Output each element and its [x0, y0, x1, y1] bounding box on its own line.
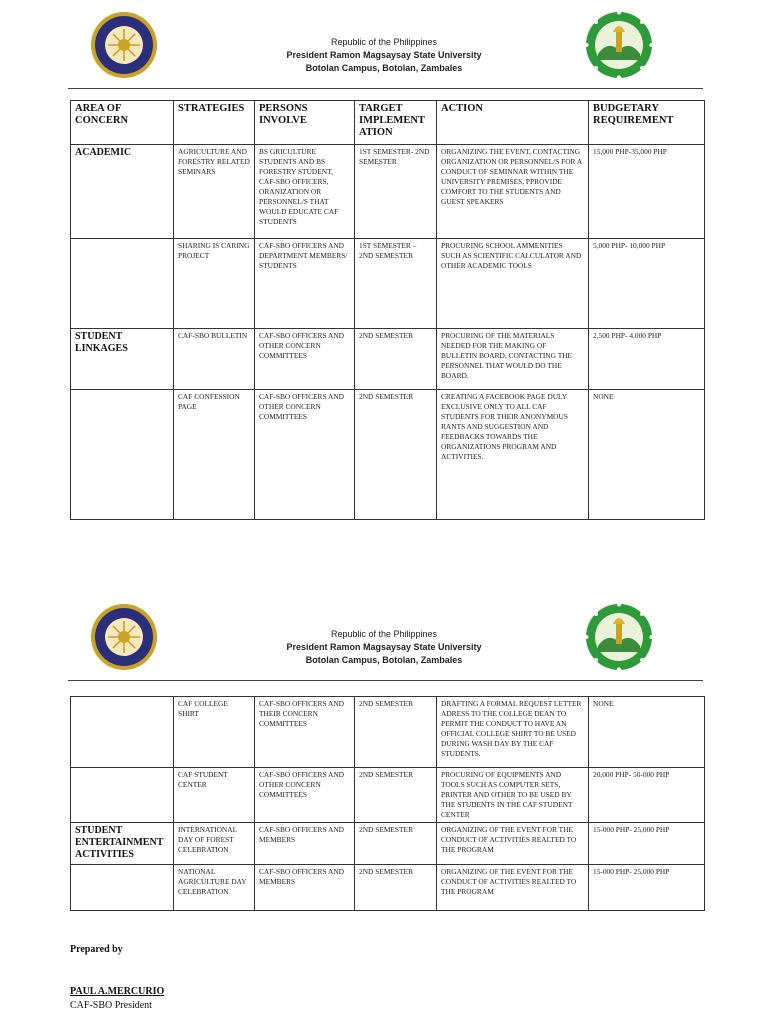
- table-row: [71, 390, 705, 520]
- strategy-cell: NATIONAL AGRICULTURE DAY CELEBRATION: [174, 865, 255, 911]
- table-row: [71, 145, 705, 239]
- strategy-cell: INTERNATIONAL DAY OF FOREST CELEBRATION: [174, 823, 255, 865]
- signatory-name: PAUL A.MERCURIO: [70, 986, 165, 997]
- target-cell: 2ND SEMESTER: [355, 697, 437, 768]
- persons-cell: CAF-SBO OFFICERS AND MEMBERS: [255, 823, 355, 865]
- university-seal-icon: [89, 10, 159, 80]
- area-cell: [71, 768, 174, 823]
- prepared-by-label: Prepared by: [70, 944, 123, 955]
- budget-cell: 15-000 PHP- 25,000 PHP: [589, 865, 705, 911]
- header-budgetary-requirement: BUDGETARY REQUIREMENT: [589, 101, 705, 145]
- college-seal-icon: [584, 602, 654, 672]
- action-cell: ORGANIZING THE EVENT, CONTACTING ORGANIZATION OR PERSONNEL/S FOR A CONDUCT OF SEMINNAR WITHIN THE UNIVERSITY PREMISES, PPROVIDE COMFORT TO THE STUDENTS AND GUEST SPEAKERS: [437, 145, 589, 239]
- strategy-cell: AGRICULTURE AND FORESTRY RELATED SEMINARS: [174, 145, 255, 239]
- area-cell: [71, 239, 174, 329]
- table-row: [71, 768, 705, 823]
- action-plan-table-page2: [70, 696, 705, 911]
- header-persons-involve: PERSONS INVOLVE: [255, 101, 355, 145]
- action-cell: ORGANIZING OF THE EVENT FOR THE CONDUCT OF ACTIVITIES REALTED TO THE PROGRAM: [437, 823, 589, 865]
- action-cell: DRAFTING A FORMAL REQUEST LETTER ADRESS TO THE COLLEGE DEAN TO PERMIT THE CONDUCT TO HAVE AN OFFICIAL COLLEGE SHIRT TO BE USED DURING WASH DAY BY THE CAF STUDENTS.: [437, 697, 589, 768]
- budget-cell: NONE: [589, 697, 705, 768]
- budget-cell: NONE: [589, 390, 705, 520]
- header-area-of-concern: AREA OF CONCERN: [71, 101, 174, 145]
- target-cell: 1ST SEMESTER – 2ND SEMESTER: [355, 239, 437, 329]
- college-seal-icon: [584, 10, 654, 80]
- budget-cell: 15-000 PHP- 25,000 PHP: [589, 823, 705, 865]
- budget-cell: 5,000 PHP- 10,000 PHP: [589, 239, 705, 329]
- table-row: [71, 697, 705, 768]
- area-cell: STUDENT ENTERTAINMENT ACTIVITIES: [71, 823, 174, 865]
- strategy-cell: CAF-SBO BULLETIN: [174, 329, 255, 390]
- table-row: [71, 865, 705, 911]
- table-header-row: [71, 101, 705, 145]
- target-cell: 2ND SEMESTER: [355, 390, 437, 520]
- header-university: President Ramon Magsaysay State University: [286, 642, 482, 652]
- persons-cell: CAF-SBO OFFICERS AND OTHER CONCERN COMMITTEES: [255, 768, 355, 823]
- header-republic: Republic of the Philippines: [330, 37, 438, 47]
- header-action: ACTION: [437, 101, 589, 145]
- action-cell: ORGANIZING OF THE EVENT FOR THE CONDUCT OF ACTIVITIES REALTED TO THE PROGRAM: [437, 865, 589, 911]
- action-cell: PROCURING OF THE MATERIALS NEEDED FOR THE MAKING OF BULLETIN BOARD, CONTACTING THE PERSONNEL THAT WOULD DO THE BOARD.: [437, 329, 589, 390]
- area-cell: ACADEMIC: [71, 145, 174, 239]
- header-strategies: STRATEGIES: [174, 101, 255, 145]
- area-cell: [71, 865, 174, 911]
- persons-cell: CAF-SBO OFFICERS AND MEMBERS: [255, 865, 355, 911]
- area-cell: [71, 390, 174, 520]
- strategy-cell: CAF CONFESSION PAGE: [174, 390, 255, 520]
- table-row: [71, 329, 705, 390]
- page2-header: [0, 600, 768, 680]
- target-cell: 2ND SEMESTER: [355, 865, 437, 911]
- header-target-implementation: TARGET IMPLEMENT ATION: [355, 101, 437, 145]
- action-plan-table-page1: [70, 100, 705, 520]
- university-seal-icon: [89, 602, 159, 672]
- action-cell: CREATING A FACEBOOK PAGE DULY EXCLUSIVE ONLY TO ALL CAF STUDENTS FOR THEIR ANONYMOUS RANTS AND SUGGESTION AND FEEDBACKS TOWARDS THE ORGANIZATIONS PROGRAM AND ACTIVITIES.: [437, 390, 589, 520]
- target-cell: 1ST SEMESTER- 2ND SEMESTER: [355, 145, 437, 239]
- header-university: President Ramon Magsaysay State University: [286, 50, 482, 60]
- header-text: [200, 36, 568, 75]
- action-cell: PROCURING SCHOOL AMMENITIES SUCH AS SCIENTIFIC CALCULATOR AND OTHER ACADEMIC TOOLS: [437, 239, 589, 329]
- area-cell: STUDENT LINKAGES: [71, 329, 174, 390]
- persons-cell: CAF-SBO OFFICERS AND OTHER CONCERN COMMITTEES: [255, 329, 355, 390]
- persons-cell: CAF-SBO OFFICERS AND DEPARTMENT MEMBERS/ STUDENTS: [255, 239, 355, 329]
- page1-header: [0, 8, 768, 88]
- header-campus: Botolan Campus, Botolan, Zambales: [305, 655, 463, 665]
- table-row: [71, 823, 705, 865]
- header-text: [200, 628, 568, 667]
- budget-cell: 15,000 PHP-35,000 PHP: [589, 145, 705, 239]
- area-cell: [71, 697, 174, 768]
- signatory-title: CAF-SBO President: [70, 1000, 152, 1011]
- header-republic: Republic of the Philippines: [330, 629, 438, 639]
- strategy-cell: SHARING IS CARING PROJECT: [174, 239, 255, 329]
- strategy-cell: CAF STUDENT CENTER: [174, 768, 255, 823]
- target-cell: 2ND SEMESTER: [355, 329, 437, 390]
- persons-cell: BS GRICULTURE STUDENTS AND BS FORESTRY STUDENT, CAF-SBO OFFICERS, ORANIZATION OR PERSONNEL/S THAT WOULD EDUCATE CAF STUDENTS: [255, 145, 355, 239]
- table-row: [71, 239, 705, 329]
- persons-cell: CAF-SBO OFFICERS AND OTHER CONCERN COMMITTEES: [255, 390, 355, 520]
- budget-cell: 2,500 PHP- 4,000 PHP: [589, 329, 705, 390]
- header-campus: Botolan Campus, Botolan, Zambales: [305, 63, 463, 73]
- strategy-cell: CAF COLLEGE SHIRT: [174, 697, 255, 768]
- action-cell: PROCURING OF EQUIPMENTS AND TOOLS SUCH AS COMPUTER SETS, PRINTER AND OTHER TO BE USED BY THE STUDENTS IN THE CAF STUDENT CENTER: [437, 768, 589, 823]
- header-rule-2: [68, 680, 703, 681]
- target-cell: 2ND SEMESTER: [355, 823, 437, 865]
- budget-cell: 20,000 PHP- 50-000 PHP: [589, 768, 705, 823]
- persons-cell: CAF-SBO OFFICERS AND THEIR CONCERN COMMITTEES: [255, 697, 355, 768]
- header-rule-1: [68, 88, 703, 89]
- target-cell: 2ND SEMESTER: [355, 768, 437, 823]
